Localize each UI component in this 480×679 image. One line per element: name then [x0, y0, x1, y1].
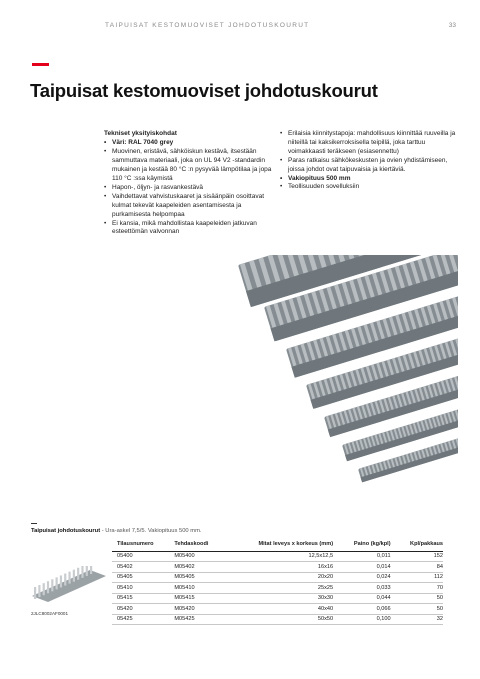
cell-order-number: 05410: [112, 583, 169, 594]
cell-dimensions: 50x50: [223, 614, 333, 625]
table-row: [112, 604, 443, 615]
col-header-order-number: Tilausnumero: [112, 537, 169, 551]
cell-weight: 0,014: [333, 562, 391, 573]
spec-item-color: • Väri: RAL 7040 grey: [104, 139, 276, 148]
cell-dimensions: 40x40: [223, 604, 333, 615]
col-header-dimensions: Mitat leveys x korkeus (mm): [223, 537, 333, 551]
spec-item: • Teollisuuden sovelluksiin: [280, 183, 460, 192]
cell-order-number: 05425: [112, 614, 169, 625]
cell-pack: 84: [391, 562, 443, 573]
specs-right-column: [280, 130, 460, 192]
cell-pack: 50: [391, 604, 443, 615]
cell-order-number: 05415: [112, 593, 169, 604]
cell-dimensions: 20x20: [223, 572, 333, 583]
cell-factory-code: M05415: [169, 593, 223, 604]
cell-pack: 32: [391, 614, 443, 625]
table-row: [112, 614, 443, 625]
cell-factory-code: M05410: [169, 583, 223, 594]
spec-item: • Hapon-, öljyn- ja rasvankestävä: [104, 184, 276, 193]
spec-item: • Ei kansia, mikä mahdollistaa kaapeleiden jatkuvan esteettömän valvonnan: [104, 220, 276, 238]
col-header-factory-code: Tehdaskoodi: [169, 537, 223, 551]
accent-bar: [32, 63, 49, 66]
cell-dimensions: 16x16: [223, 562, 333, 573]
cell-factory-code: M05425: [169, 614, 223, 625]
table-caption-title: Taipuisat johdotuskourut: [31, 528, 101, 534]
spec-item: • Muovinen, eristävä, sähköiskun kestävä, itsestään sammuttava materiaali, joka on UL 94 V2 -standardin mukainen ja kestää 80 °C :n pysyvää lämpötilaa ja jopa 110 °C :ssa käymistä: [104, 148, 276, 184]
spec-item-length: • Vakiopituus 500 mm: [280, 175, 460, 184]
spec-item: • Paras ratkaisu sähkökeskusten ja ovien yhdistämiseen, joissa johdot ovat taipuvaisia ja kiertäviä.: [280, 157, 460, 175]
table-header-row: [112, 537, 443, 551]
cell-factory-code: M05420: [169, 604, 223, 615]
cell-weight: 0,024: [333, 572, 391, 583]
table-caption: [31, 528, 202, 534]
specs-heading: Tekniset yksityiskohdat: [104, 130, 177, 137]
cell-order-number: 05400: [112, 551, 169, 562]
product-thumbnail: [30, 566, 108, 604]
cell-pack: 70: [391, 583, 443, 594]
table-row: [112, 583, 443, 594]
table-caption-details: - Ura-askel 7,5/5. Vakiopituus 500 mm.: [100, 528, 202, 534]
specs-left-list: [104, 139, 276, 237]
product-table: [112, 537, 443, 625]
product-image-code: 2JLC8002AF0001: [31, 611, 69, 616]
cable-ducts-photo: [218, 255, 458, 513]
table-row: [112, 562, 443, 573]
caption-bar: [31, 523, 37, 524]
cell-pack: 112: [391, 572, 443, 583]
cell-dimensions: 25x25: [223, 583, 333, 594]
cell-weight: 0,033: [333, 583, 391, 594]
cell-factory-code: M05400: [169, 551, 223, 562]
cell-pack: 152: [391, 551, 443, 562]
specs-left-column: [104, 130, 276, 237]
table-row: [112, 572, 443, 583]
cell-factory-code: M05402: [169, 562, 223, 573]
col-header-weight: Paino (kg/kpl): [333, 537, 391, 551]
table-row: [112, 551, 443, 562]
table-row: [112, 593, 443, 604]
cell-order-number: 05420: [112, 604, 169, 615]
cell-order-number: 05402: [112, 562, 169, 573]
running-header: TAIPUISAT KESTOMUOVISET JOHDOTUSKOURUT: [105, 22, 310, 29]
page-title: Taipuisat kestomuoviset johdotuskourut: [30, 80, 378, 101]
cell-dimensions: 30x30: [223, 593, 333, 604]
cell-weight: 0,100: [333, 614, 391, 625]
cell-order-number: 05405: [112, 572, 169, 583]
cell-factory-code: M05405: [169, 572, 223, 583]
cell-weight: 0,044: [333, 593, 391, 604]
spec-item: • Vaihdettavat vahvistuskaaret ja sisäänpäin osoittavat kulmat tekevät kaapeleiden asentamisesta ja purkamisesta helpompaa: [104, 193, 276, 220]
specs-right-list: [280, 130, 460, 192]
cell-dimensions: 12,5x12,5: [223, 551, 333, 562]
cell-weight: 0,066: [333, 604, 391, 615]
col-header-pack: Kpl/pakkaus: [391, 537, 443, 551]
spec-item: • Erilaisia kiinnitystapoja: mahdollisuus kiinnittää ruuveilla ja niiteillä tai kaksikerroksisella teipillä, joka tarttuu voimakkaasti teräkseen (esiasennettu): [280, 130, 460, 157]
cell-pack: 50: [391, 593, 443, 604]
cell-weight: 0,011: [333, 551, 391, 562]
page-number: 33: [448, 22, 456, 29]
